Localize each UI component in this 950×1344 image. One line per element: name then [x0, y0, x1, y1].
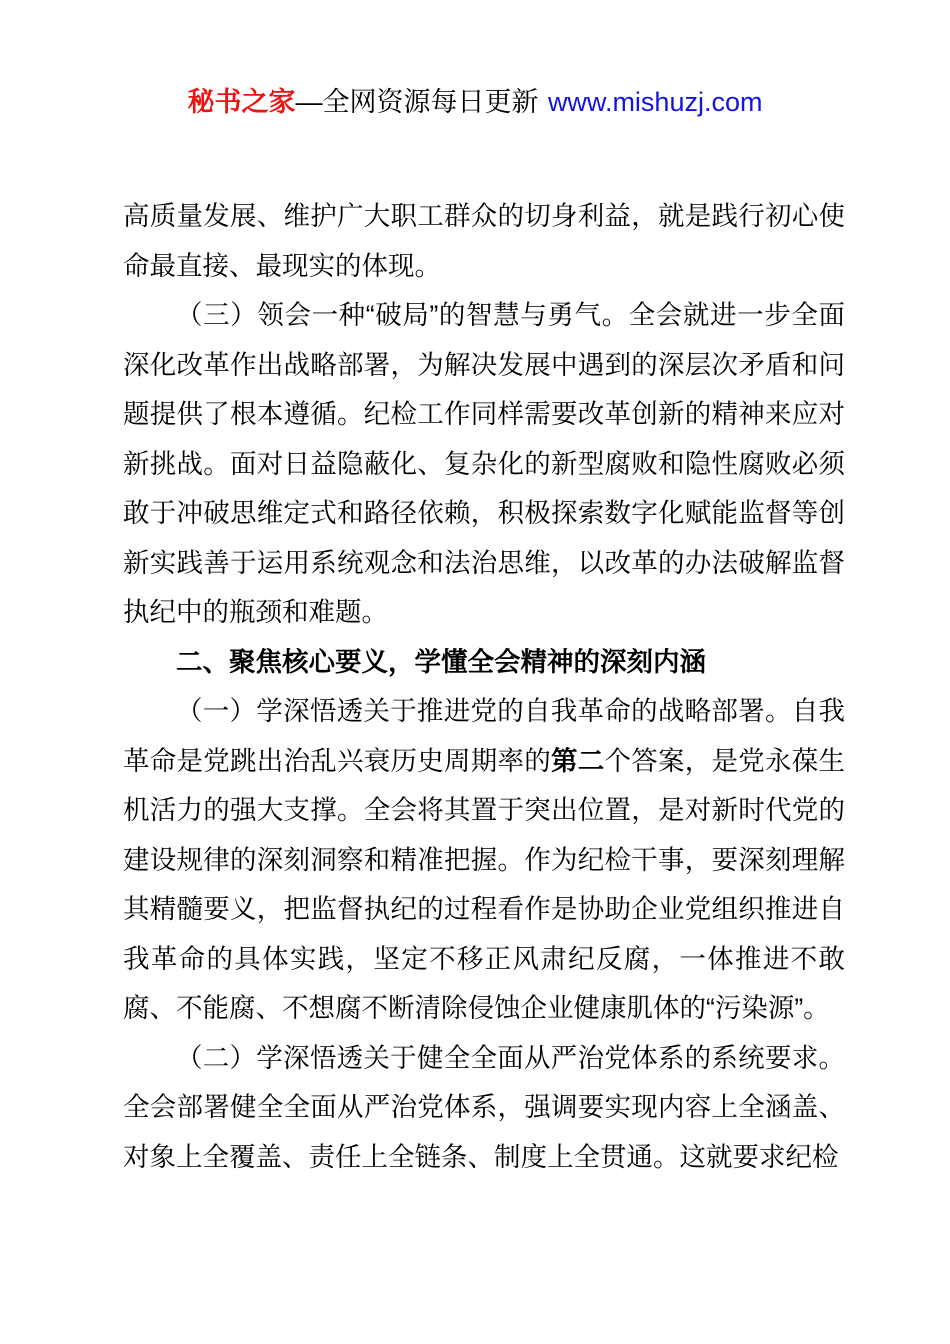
- paragraph: [123, 192, 845, 291]
- text-run: 高质量发展、维护广大职工群众的切身利益，就是践行初心使命最直接、最现实的体现。: [123, 201, 845, 281]
- text-run: （一）学深悟透关于推进党的自我革命的战略部署。自我革命是党跳出治乱兴衰历史周期率的: [123, 696, 845, 776]
- paragraph: [123, 1034, 845, 1183]
- text-run: 个答案，是党永葆生机活力的强大支撑。全会将其置于突出位置，是对新时代党的建设规律的深刻洞察和精准把握。作为纪检干事，要深刻理解其精髓要义，把监督执纪的过程看作是协助企业党组织推进自我革命的具体实践，坚定不移正风肃纪反腐，一体推进不敢腐、不能腐、不想腐不断清除侵蚀企业健康肌体的“污染源”。: [123, 745, 845, 1023]
- text-run-bold: 二、聚焦核心要义，学懂全会精神的深刻内涵: [176, 646, 706, 677]
- header-tagline: —全网资源每日更新: [295, 87, 539, 117]
- site-url-link[interactable]: www.mishuzj.com: [547, 87, 763, 117]
- paragraph: [123, 291, 845, 638]
- text-run: （三）领会一种“破局”的智慧与勇气。全会就进一步全面深化改革作出战略部署，为解决发展中遇到的深层次矛盾和问题提供了根本遵循。纪检工作同样需要改革创新的精神来应对新挑战。面对日益隐蔽化、复杂化的新型腐败和隐性腐败必须敢于冲破思维定式和路径依赖，积极探索数字化赋能监督等创新实践善于运用系统观念和法治思维，以改革的办法破解监督执纪中的瓶颈和难题。: [123, 300, 845, 627]
- page-header: [0, 0, 950, 120]
- text-run-bold: 第二: [551, 745, 605, 776]
- document-body: [123, 192, 845, 1182]
- paragraph: [123, 638, 845, 688]
- text-run: （二）学深悟透关于健全全面从严治党体系的系统要求。全会部署健全全面从严治党体系，强调要实现内容上全涵盖、对象上全覆盖、责任上全链条、制度上全贯通。这就要求纪检: [123, 1042, 845, 1172]
- site-brand: 秘书之家: [187, 87, 296, 117]
- paragraph: [123, 687, 845, 1034]
